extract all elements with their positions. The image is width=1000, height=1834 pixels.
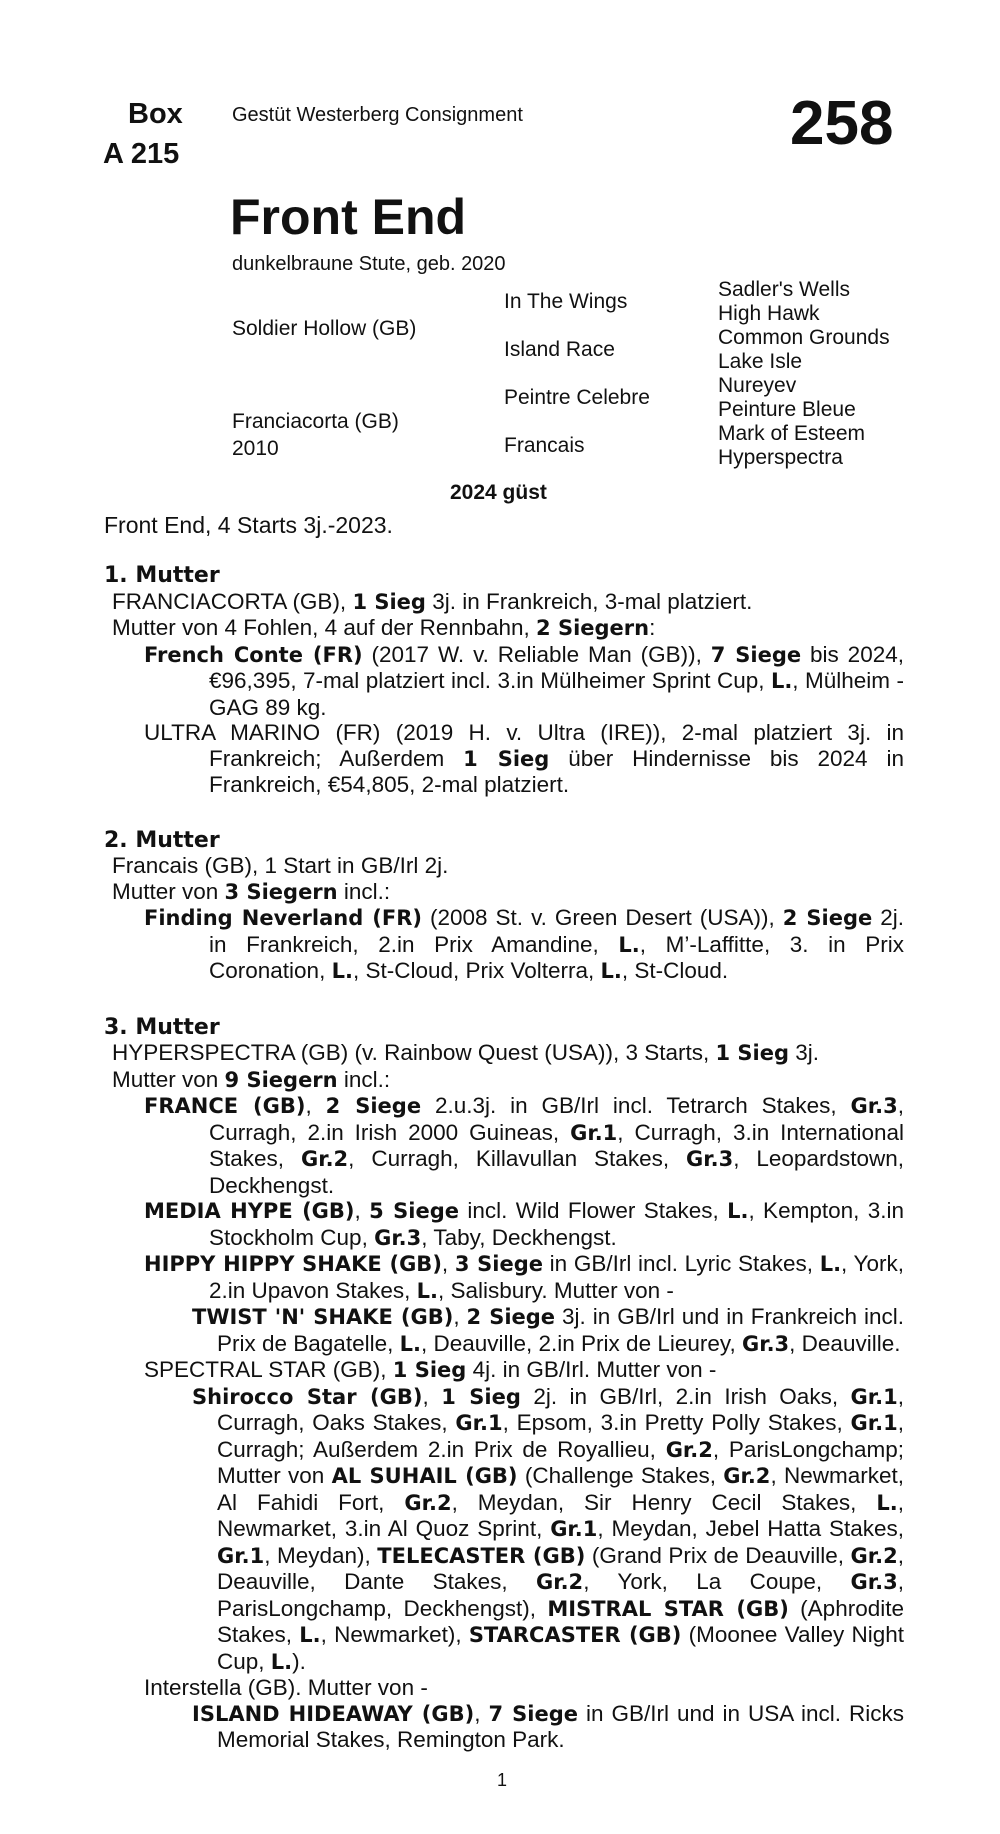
text-run: incl.: [337,1066,391,1092]
pedigree-grandparent: Francais [504,434,585,457]
text-run: 4j. in GB/Irl. Mutter von - [466,1357,717,1382]
horse-description: dunkelbraune Stute, geb. 2020 [232,253,506,275]
bold-run: Finding Neverland (FR) [144,906,422,930]
bold-run: L. [270,1649,293,1674]
text-run: , Deauville, Dante Stakes, [217,1542,905,1594]
text-run: in GB/Irl und in USA incl. Ricks Memorial Stakes, Remington Park. [217,1700,904,1752]
bold-run: 1 Sieg [352,589,426,614]
text-run: HYPERSPECTRA (GB) (v. Rainbow Quest (USA)), 3 Starts, [112,1040,716,1065]
bold-run: AL SUHAIL (GB) [331,1464,518,1488]
text-run: , Curragh; Außerdem 2.in Prix de Royallieu, [217,1410,904,1462]
text-run: , Curragh, Oaks Stakes, [217,1383,904,1435]
bold-run: Gr.3 [686,1147,734,1171]
text-run: , [422,1383,442,1409]
bold-run: ISLAND HIDEAWAY (GB) [192,1701,475,1726]
text-run: Mutter von 4 Fohlen, 4 auf der Rennbahn, [112,615,537,640]
text-run: bis 2024, €96,395, 7-mal platziert incl. 3.in Mülheimer Sprint Cup, [209,641,904,693]
text-run: FRANCIACORTA (GB), [112,588,353,614]
bold-run: 3 Siegern [224,879,338,904]
bold-run: Gr.2 [535,1570,584,1594]
text-run: , Meydan, Sir Henry Cecil Stakes, [451,1489,877,1515]
pedigree-ggp: Hyperspectra [718,446,843,469]
bold-run: 1 Sieg [441,1384,521,1409]
pedigree-great-grandparents [718,278,890,470]
pedigree-ggp: High Hawk [718,302,820,325]
text-run: , Newmarket, Al Fahidi Fort, [217,1463,904,1515]
text-run: , Leopardstown, Deckhengst. [209,1146,904,1198]
text-run: incl.: [337,878,391,904]
text-run: , Deauville, 2.in Prix de Lieurey, [420,1330,742,1356]
text-run: , Epsom, 3.in Pretty Polly Stakes, [502,1410,851,1435]
text-run: Mutter von [112,878,225,904]
pedigree-ggp: Sadler's Wells [718,278,850,301]
consignor: Gestüt Westerberg Consignment [232,104,523,126]
text-run: , St-Cloud. [621,958,729,983]
bold-run: Shirocco Star (GB) [192,1384,423,1409]
text-run: , M’-Laffitte, 3. in Prix Coronation, [209,931,905,983]
text-run: über Hindernisse bis 2024 in Frankreich, €54,805, 2-mal platziert. [209,745,904,797]
bold-run: 1 Sieg [392,1358,467,1382]
pedigree-grandparent: Peintre Celebre [504,386,650,409]
bold-run: L. [331,959,353,983]
catalogue-body [104,563,904,1783]
text-run: (Grand Prix de Deauville, [585,1542,851,1568]
text-run: 2j. in GB/Irl, 2.in Irish Oaks, [520,1383,851,1409]
text-run: , Curragh, 2.in Irish 2000 Guineas, [209,1093,904,1145]
text-run: , [354,1198,370,1223]
bold-run: Gr.2 [404,1490,452,1515]
text-run: , Newmarket), [320,1622,469,1647]
produce-entry [144,642,904,721]
text-run: , [441,1251,455,1276]
text-run: , St-Cloud, Prix Volterra, [352,958,601,983]
bold-run: L. [399,1331,421,1356]
pedigree-dam-year: 2010 [232,437,279,460]
pedigree-ggp: Peinture Bleue [718,398,856,421]
bold-run: Gr.2 [300,1147,349,1171]
bold-run: TELECASTER (GB) [377,1543,586,1568]
bold-run: Gr.1 [550,1517,598,1541]
bold-run: L. [727,1199,749,1223]
produce-entry: Interstella (GB). Mutter von - [144,1675,428,1700]
bold-run: HIPPY HIPPY SHAKE (GB) [144,1252,442,1276]
text-run: , Deauville. [789,1330,901,1356]
bold-run: 7 Siege [488,1701,578,1726]
produce-entry [144,905,904,985]
bold-run: 2 Siege [466,1305,556,1329]
text-run: 3j. in Frankreich, 3-mal platziert. [425,588,753,614]
bold-run: L. [416,1278,438,1303]
bold-run: TWIST 'N' SHAKE (GB) [192,1305,454,1329]
text-run: in GB/Irl incl. Lyric Stakes, [543,1251,820,1276]
text-run: (Aphrodite Stakes, [217,1595,904,1647]
bold-run: Gr.2 [723,1464,771,1488]
bold-run: Gr.2 [850,1543,898,1568]
bold-run: MEDIA HYPE (GB) [144,1199,355,1223]
bold-run: L. [618,932,640,957]
pedigree-dam: Franciacorta (GB) [232,410,399,433]
pedigree-grandparent: In The Wings [504,290,628,313]
section-second-dam [104,828,904,985]
text-run: , Taby, Deckhengst. [421,1224,617,1250]
lot-number: 258 [790,89,894,158]
text-run: 3j. [789,1040,820,1065]
text-run: , Curragh, 3.in International Stakes, [209,1119,904,1171]
produce-line [104,1067,904,1094]
text-run: , Salisbury. Mutter von - [437,1277,674,1303]
text-run: , Meydan, Jebel Hatta Stakes, [597,1516,904,1541]
bold-run: L. [299,1623,321,1647]
produce-line [104,879,904,906]
text-run: 2j. in Frankreich, 2.in Prix Amandine, [209,905,904,957]
produce-sub-entry [192,1384,904,1676]
produce-entry [144,1357,904,1384]
bold-run: Gr.1 [455,1411,503,1435]
bold-run: L. [876,1490,898,1515]
text-run: , York, 2.in Upavon Stakes, [209,1251,904,1303]
produce-entry [144,1251,904,1304]
produce-line [104,615,904,642]
text-run: , Meydan), [264,1542,378,1568]
bold-run: Gr.3 [850,1570,898,1594]
text-run: : [649,615,656,640]
text-run: (Moonee Valley Night Cup, [217,1622,904,1674]
text-run: , Newmarket, 3.in Al Quoz Sprint, [217,1489,905,1541]
text-run: 2.u.3j. in GB/Irl incl. Tetrarch Stakes, [421,1093,851,1118]
bold-run: 5 Siege [369,1199,460,1223]
bold-run: 2 Siege [325,1094,422,1118]
breeding-status: 2024 güst [450,481,547,504]
bold-run: Gr.1 [850,1411,898,1435]
text-run: ULTRA MARINO (FR) (2019 H. v. Ultra (IRE)), 2-mal platziert 3j. in Frankreich; Außerdem [144,720,904,771]
bold-run: 7 Siege [710,642,802,667]
produce-entry [144,720,904,798]
text-run: , [305,1093,326,1118]
pedigree-ggp: Lake Isle [718,350,803,373]
pedigree-ggp: Nureyev [718,374,797,397]
text-run: (2017 W. v. Reliable Man (GB)), [362,641,711,667]
section-third-dam [104,1015,904,1753]
bold-run: MISTRAL STAR (GB) [547,1596,789,1621]
text-run: SPECTRAL STAR (GB), [144,1357,393,1382]
text-run: Mutter von [112,1066,225,1092]
produce-entry [144,1198,904,1251]
bold-run: 9 Siegern [224,1067,338,1092]
page-number: 1 [497,1770,508,1790]
bold-run: L. [819,1252,842,1276]
text-run: , York, La Coupe, [583,1569,851,1594]
horse-name: Front End [230,189,467,245]
pedigree-grandparent: Island Race [504,338,615,361]
section-heading: 3. Mutter [104,1014,220,1040]
pedigree-sire: Soldier Hollow (GB) [232,317,417,340]
text-run: ). [292,1648,306,1674]
race-summary: Front End, 4 Starts 3j.-2023. [104,512,393,538]
bold-run: 3 Siege [454,1252,544,1276]
dam-line: Francais (GB), 1 Start in GB/Irl 2j. [112,853,449,878]
bold-run: STARCASTER (GB) [468,1623,682,1647]
bold-run: 2 Siege [782,906,873,930]
bold-run: L. [600,959,622,983]
text-run: , ParisLongchamp; Mutter von [217,1436,904,1488]
dam-line [104,1040,904,1067]
produce-sub-entry [192,1701,904,1753]
bold-run: Gr.2 [665,1437,713,1462]
produce-entry [144,1093,904,1198]
section-heading: 2. Mutter [104,827,220,853]
box-label: Box [128,98,183,130]
text-run: , Curragh, Killavullan Stakes, [348,1146,687,1171]
text-run: incl. Wild Flower Stakes, [459,1198,728,1223]
text-run: , [474,1700,489,1726]
text-run: , ParisLongchamp, Deckhengst), [217,1569,904,1621]
bold-run: French Conte (FR) [144,642,363,667]
section-first-dam [104,563,904,798]
text-run: , Mülheim - GAG 89 kg. [209,668,904,720]
bold-run: Gr.1 [850,1384,898,1409]
text-run: 3j. in GB/Irl und in Frankreich incl. Prix de Bagatelle, [217,1304,904,1356]
section-heading: 1. Mutter [104,563,220,588]
bold-run: Gr.3 [741,1331,790,1356]
bold-run: 2 Siegern [536,616,650,640]
bold-run: Gr.1 [570,1120,618,1145]
text-run: (2008 St. v. Green Desert (USA)), [422,905,783,930]
dam-line [104,589,904,616]
bold-run: Gr.3 [850,1094,898,1118]
bold-run: FRANCE (GB) [144,1094,306,1118]
bold-run: Gr.1 [217,1543,265,1568]
produce-sub-entry [192,1304,904,1357]
text-run: , Kempton, 3.in Stockholm Cup, [209,1198,904,1250]
bold-run: 1 Sieg [715,1041,790,1065]
box-number: A 215 [103,138,180,170]
pedigree-ggp: Mark of Esteem [718,422,866,445]
text-run: (Challenge Stakes, [517,1463,724,1488]
bold-run: 1 Sieg [463,746,550,771]
bold-run: L. [770,669,793,693]
bold-run: Gr.3 [374,1225,422,1250]
pedigree-ggp: Common Grounds [718,326,890,349]
text-run: , [453,1304,467,1329]
